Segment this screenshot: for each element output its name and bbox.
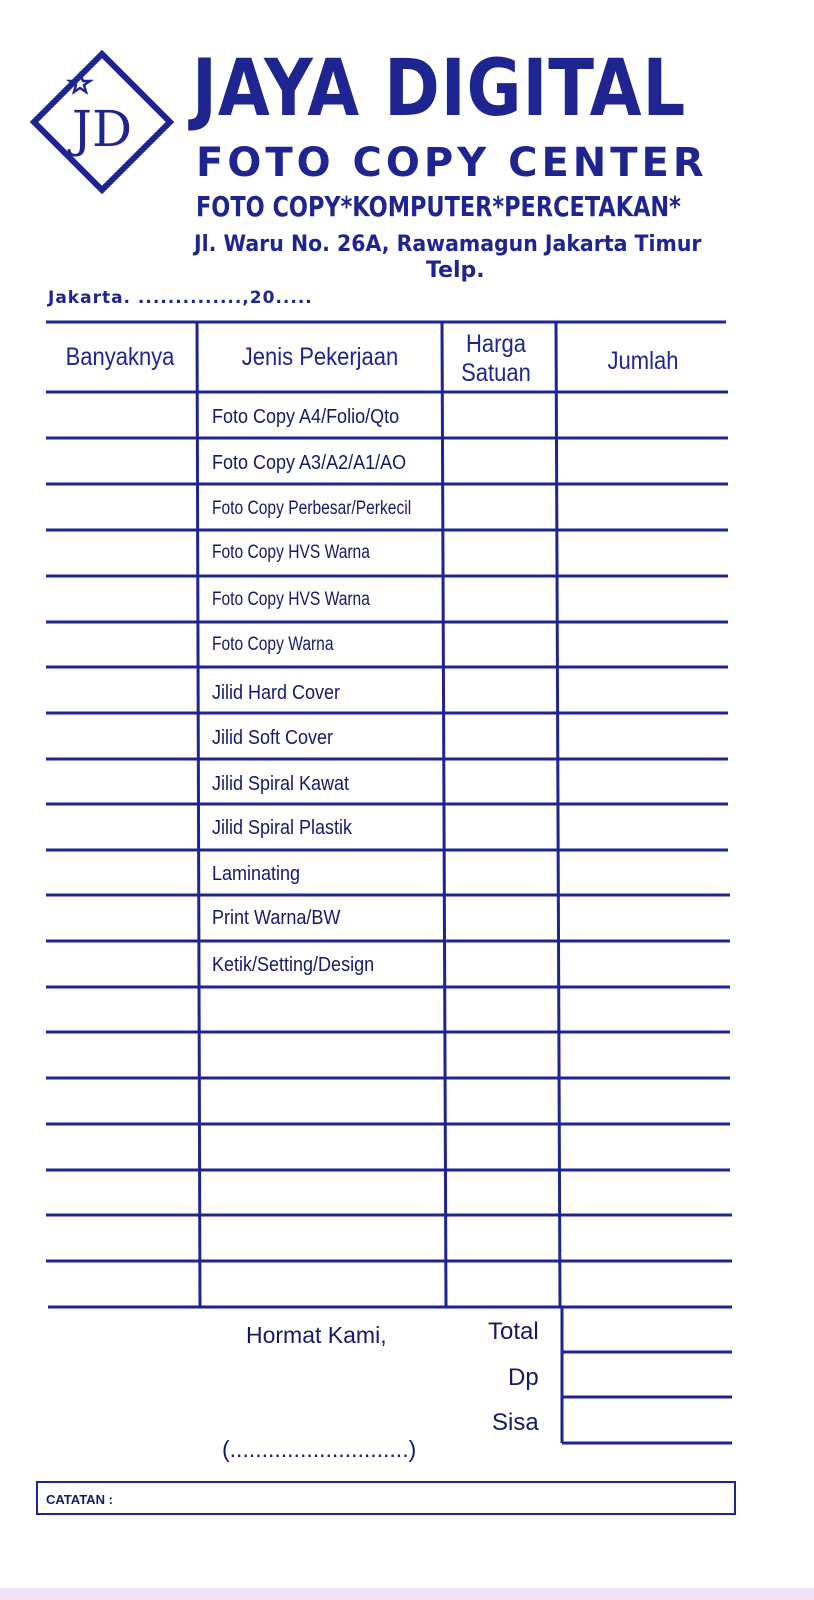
company-address: Jl. Waru No. 26A, Rawamagun Jakarta Timur [194,232,702,257]
signature-line: (............................) [222,1436,417,1462]
item-row-label: Jilid Spiral Plastik [212,817,353,839]
closing-text: Hormat Kami, [246,1322,387,1348]
phone-label: Telp. [426,258,485,283]
item-row-label: Print Warna/BW [212,907,341,929]
item-row-label: Laminating [212,863,301,885]
item-row-label: Foto Copy HVS Warna [212,542,370,563]
item-row-label: Jilid Hard Cover [212,682,341,704]
column-header-jenis-pekerjaan: Jenis Pekerjaan [241,343,399,371]
company-services: FOTO COPY*KOMPUTER*PERCETAKAN* [196,190,681,223]
sisa-label: Sisa [492,1409,539,1436]
column-header-jumlah: Jumlah [607,347,679,375]
item-row-label: Foto Copy A4/Folio/Qto [212,406,400,428]
column-header-banyaknya: Banyaknya [65,343,175,371]
total-label: Total [488,1318,539,1345]
dp-label: Dp [508,1364,539,1391]
item-row-label: Foto Copy A3/A2/A1/AO [212,452,407,474]
item-row-label: Jilid Soft Cover [212,727,334,749]
item-row-label: Foto Copy Perbesar/Perkecil [212,498,412,519]
svg-text:JD: JD [71,100,133,158]
date-line: Jakarta. ..............,20..... [48,288,313,308]
company-subtitle: FOTO COPY CENTER [196,140,708,186]
item-row-label: Foto Copy HVS Warna [212,589,370,610]
company-name: JAYA DIGITAL [192,44,687,134]
page-bottom-edge [0,1588,814,1600]
item-row-label: Jilid Spiral Kawat [212,773,350,795]
column-header-harga-satuan: Harga Satuan [461,330,531,387]
notes-box [36,1481,736,1515]
item-row-label: Foto Copy Warna [212,634,334,655]
item-row-label: Ketik/Setting/Design [212,954,375,976]
notes-label: CATATAN : [46,1492,113,1507]
